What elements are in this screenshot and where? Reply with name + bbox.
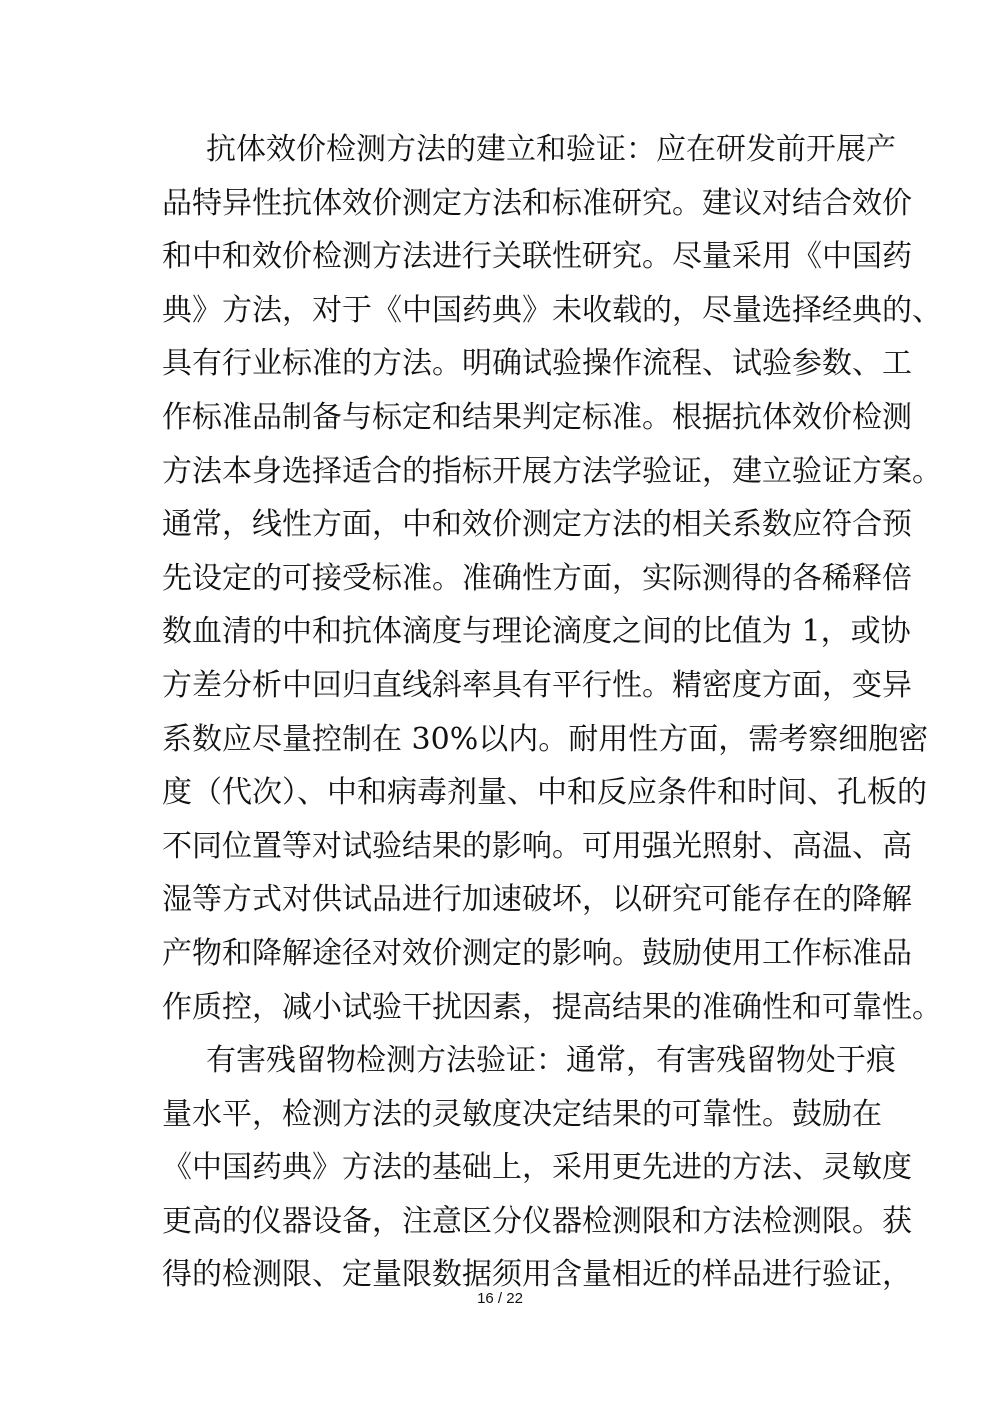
text-line: 《中国药典》方法的基础上，采用更先进的方法、灵敏度 (162, 1150, 912, 1186)
text-line: 度（代次）、中和病毒剂量、中和反应条件和时间、孔板的 (162, 775, 927, 811)
text-line: 系数应尽量控制在 30%以内。耐用性方面，需考察细胞密 (162, 721, 929, 757)
text-line: 方法本身选择适合的指标开展方法学验证，建立验证方案。 (162, 453, 942, 489)
text-line: 先设定的可接受标准。准确性方面，实际测得的各稀释倍 (162, 560, 912, 596)
page-number: 16 / 22 (477, 1290, 523, 1307)
text-line: 具有行业标准的方法。明确试验操作流程、试验参数、工 (162, 346, 912, 382)
paragraph-antibody-titer-method (162, 123, 942, 1034)
text-line: 产物和降解途径对效价测定的影响。鼓励使用工作标准品 (162, 935, 912, 971)
text-line: 作质控，减小试验干扰因素，提高结果的准确性和可靠性。 (162, 989, 942, 1025)
text-line: 不同位置等对试验结果的影响。可用强光照射、高温、高 (162, 828, 912, 864)
body-text (162, 123, 942, 1302)
text-line: 方差分析中回归直线斜率具有平行性。精密度方面，变异 (162, 667, 912, 703)
text-line: 典》方法，对于《中国药典》未收载的，尽量选择经典的、 (162, 292, 942, 328)
text-line: 通常，线性方面，中和效价测定方法的相关系数应符合预 (162, 507, 912, 543)
text-line: 湿等方式对供试品进行加速破坏，以研究可能存在的降解 (162, 882, 912, 918)
text-line: 品特异性抗体效价测定方法和标准研究。建议对结合效价 (162, 185, 912, 221)
text-line: 和中和效价检测方法进行关联性研究。尽量采用《中国药 (162, 239, 912, 275)
text-line: 量水平，检测方法的灵敏度决定结果的可靠性。鼓励在 (162, 1096, 882, 1132)
text-line: 数血清的中和抗体滴度与理论滴度之间的比值为 1，或协 (162, 614, 911, 650)
text-line: 有害残留物检测方法验证：通常，有害残留物处于痕 (206, 1043, 896, 1079)
text-line: 更高的仪器设备，注意区分仪器检测限和方法检测限。获 (162, 1203, 912, 1239)
text-line: 作标准品制备与标定和结果判定标准。根据抗体效价检测 (162, 399, 912, 435)
text-line: 抗体效价检测方法的建立和验证：应在研发前开展产 (206, 132, 896, 167)
paragraph-harmful-residue-method (162, 1034, 912, 1302)
text-line: 得的检测限、定量限数据须用含量相近的样品进行验证， (162, 1257, 912, 1293)
